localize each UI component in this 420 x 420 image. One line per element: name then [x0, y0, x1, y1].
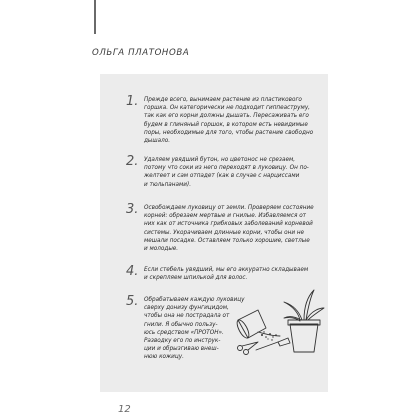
step-text: Удаляем увядший бутон, но цветонос не срезаем, потому что соки из него переходят в луковицу. Он по- желтеет и сам отпадет (как в случае с нарциссами и тюльпанами). — [144, 157, 309, 188]
page-number: 12 — [118, 404, 131, 415]
step-text: Освобождаем луковицу от земли. Проверяем состояние корней: обрезаем мертвые и гнилые. Избавляемся от них как от источника грибковых заболеваний корневой системы. Укорачиваем длинные корни, чтобы они не мешали посадке. Оставляем только хорошие, светлые и молодые. — [144, 205, 314, 253]
step-number: 2. — [126, 154, 139, 169]
step-number: 4. — [126, 264, 139, 279]
steps-panel — [100, 74, 328, 392]
plant-pot-illustration — [228, 286, 326, 358]
step-text: Прежде всего, вынимаем растение из пластикового горшка. Он категорически не подходит гиппеаструму, так как его корни должны дышать. Пересаживать его будем в глиняный горшок, в котором есть невидимые поры, необходимые для того, чтобы растение свободно дышало. — [144, 97, 314, 145]
step-text: Обрабатываем каждую луковицу сверху донизу фунгицидом, чтобы она не пострадала от гнили. Я обычно пользу- юсь средством «ПРОТОН». Разводку его по инструк- ции и обрызгиваю внеш- нюю кожицу. — [144, 297, 245, 361]
author-name: ОЛЬГА ПЛАТОНОВА — [92, 48, 190, 58]
step-text: Если стебель увядший, мы его аккуратно складываем и скрепляем шпилькой для волос. — [144, 267, 309, 282]
step-number: 5. — [126, 294, 139, 309]
header-rule — [94, 0, 96, 34]
step-number: 3. — [126, 202, 139, 217]
step-number: 1. — [126, 94, 139, 109]
